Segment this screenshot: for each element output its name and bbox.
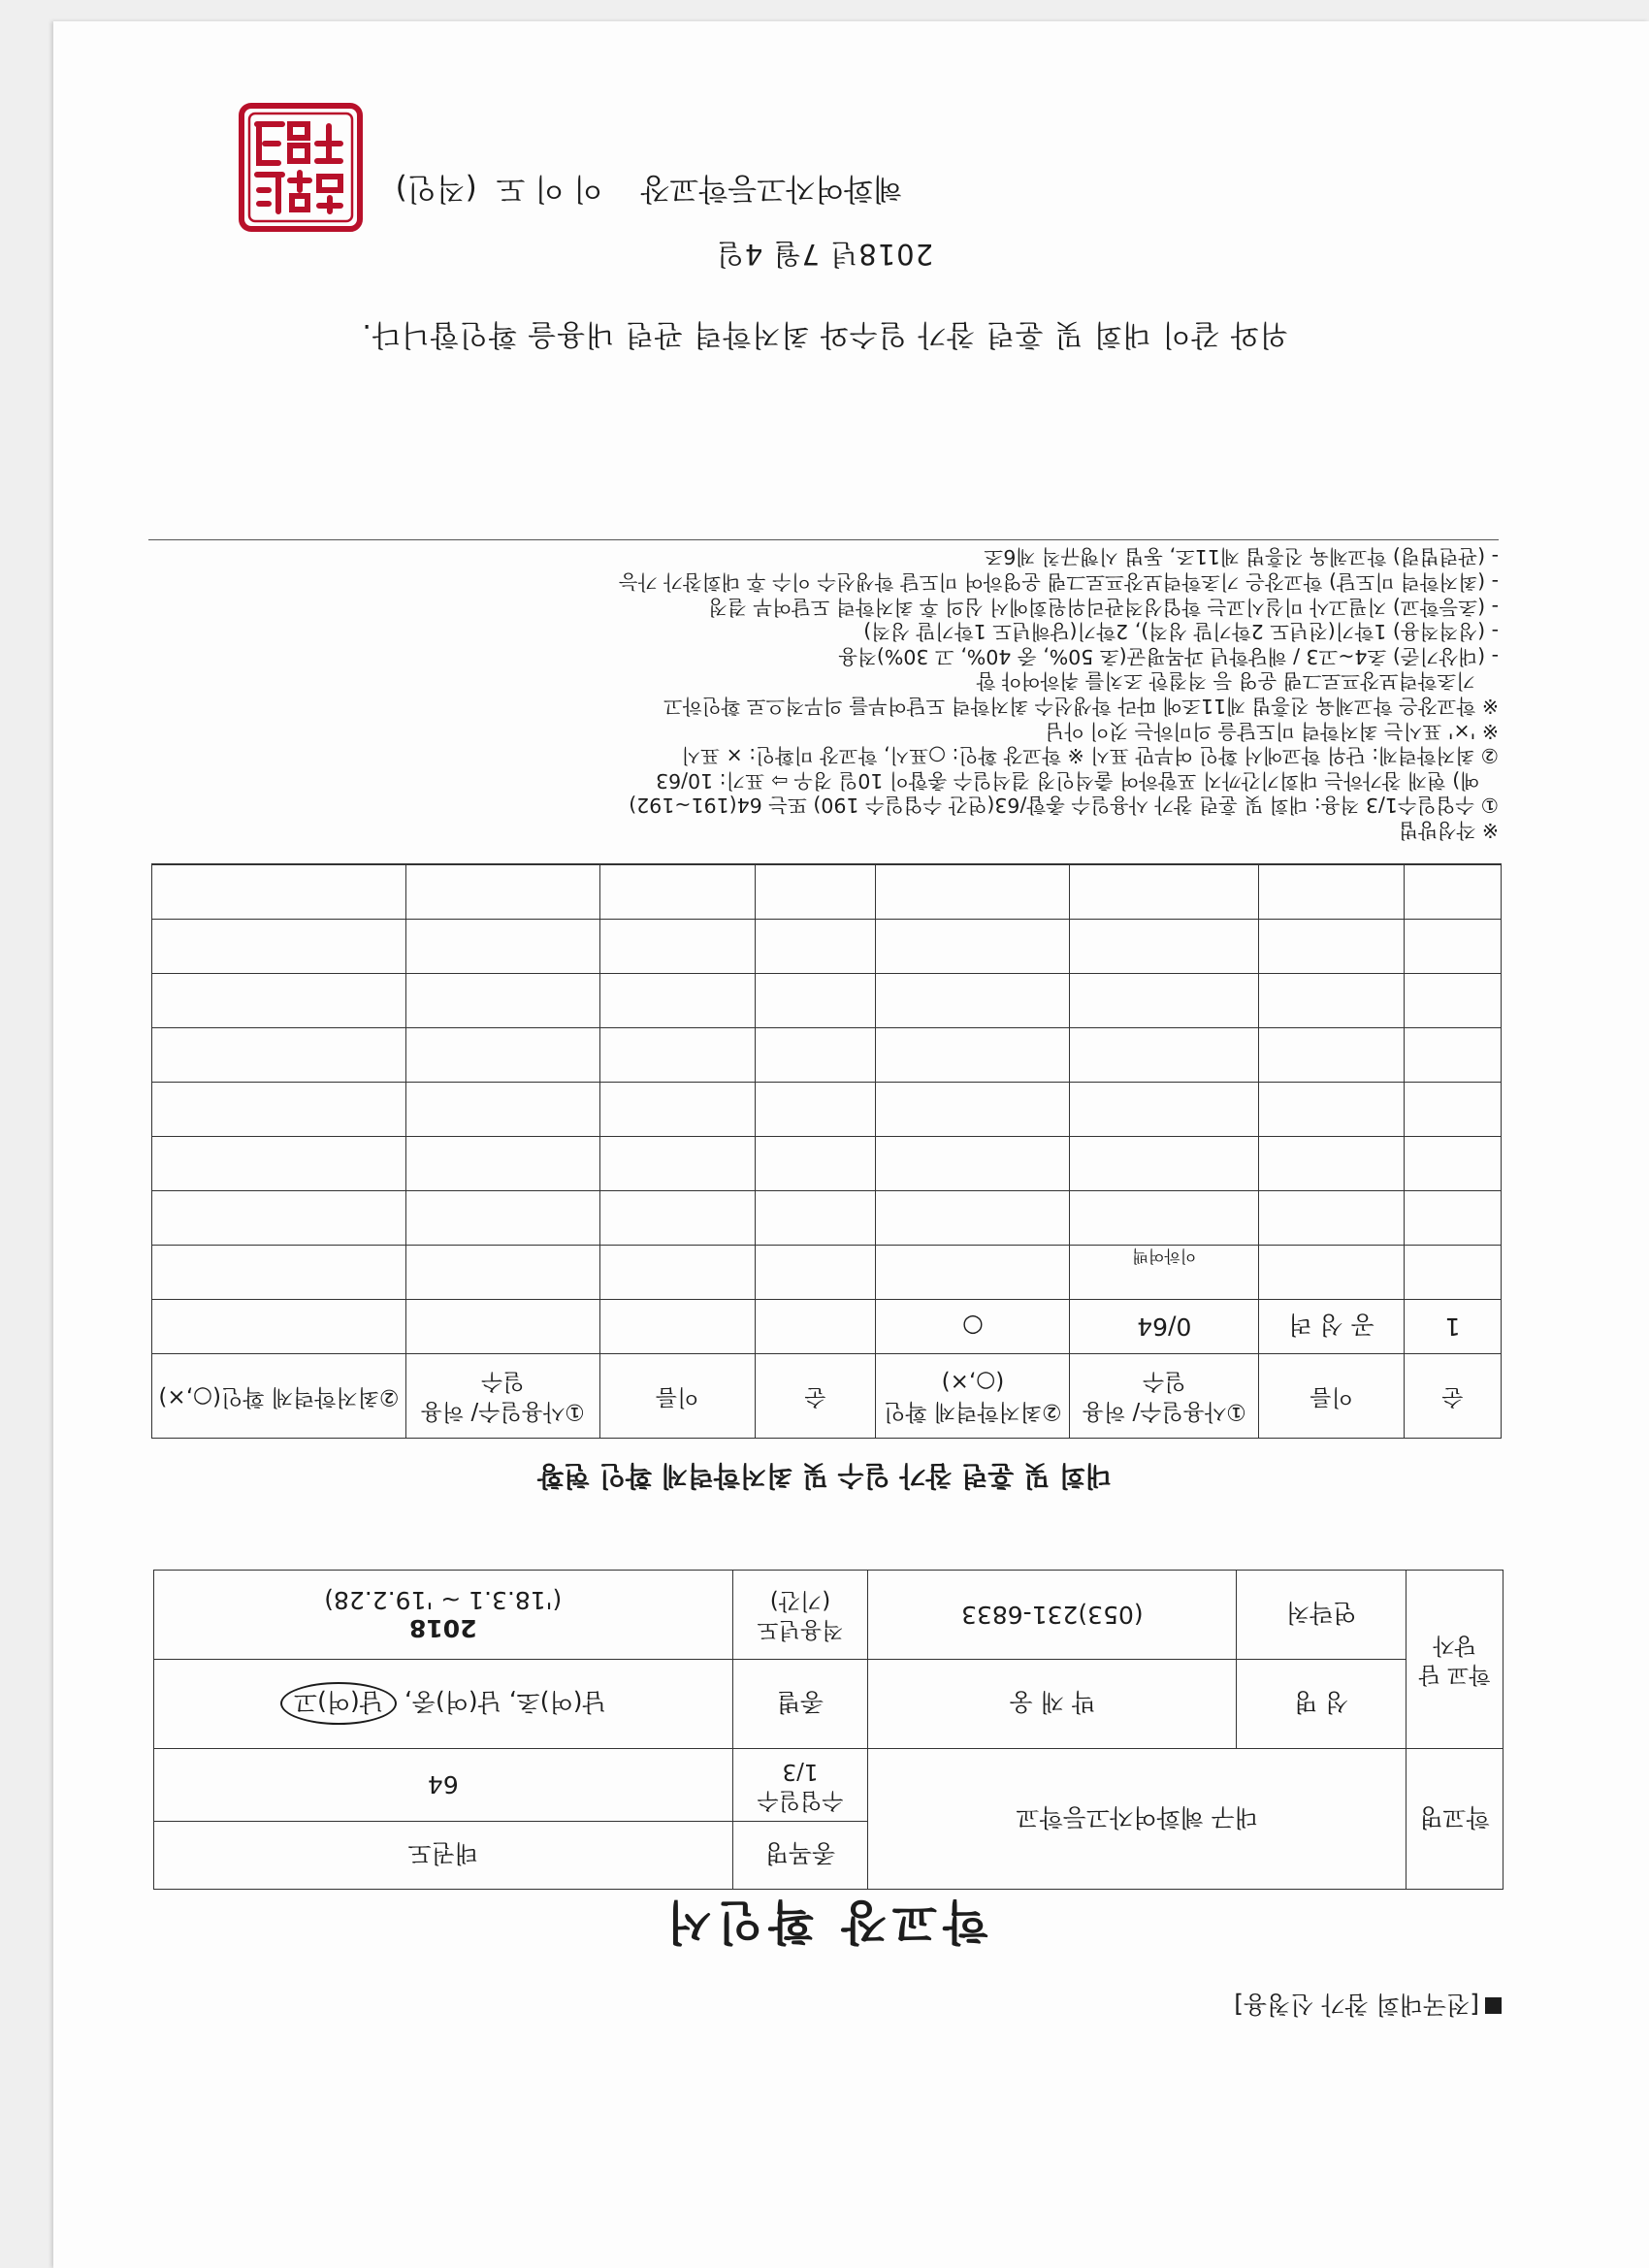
header-min-2: ②최저학력제 확인(○,×) (152, 1354, 406, 1439)
header-name-1: 이름 (1259, 1354, 1405, 1439)
square-bullet-icon (1485, 1998, 1502, 2015)
row-name: 공 성 려 (1259, 1300, 1405, 1354)
instructions-heading: ※ 작성방법 (1399, 819, 1499, 842)
contact-label: 학교 담당자 (1406, 1571, 1504, 1749)
ratio-label: 수업일수 1/3 (732, 1749, 868, 1822)
instruction-line: ① 수업일수1/3 적용: 대회 및 훈련 참가 사용일수 총합/63(연간 수업일수 190) 또는 64(191~192) (629, 794, 1499, 818)
instructions (141, 534, 1499, 842)
ratio-value: 64 (154, 1749, 733, 1822)
table-row (152, 1246, 1502, 1300)
header-days-2: ①사용일수/ 허용일수 (405, 1354, 599, 1439)
header-days-1: ①사용일수/ 허용일수 (1070, 1354, 1259, 1439)
instruction-line: - (초등학교) 지필고사 미실시교는 학업성적관리위원회에서 심의 후 최저학력 도달여부 결정 (708, 595, 1499, 619)
seal-mark: (직인) (395, 171, 477, 206)
header-min-1: ②최저학력제 확인(○,×) (876, 1354, 1070, 1439)
school-name: 대구 혜화여자고등학교 (868, 1749, 1406, 1890)
blank-below-note: 이하여백 (1070, 1246, 1259, 1300)
issue-date: 2018년 7월 4일 (715, 238, 934, 271)
school-name-label: 학교명 (1406, 1749, 1504, 1890)
instruction-line: 기초학력보장프로그램 운영 등 적절한 조치를 취하여야 함 (976, 669, 1475, 694)
instruction-line: ※ '×' 표시는 최저학력 미도달을 의미하는 것이 아님 (1045, 719, 1499, 743)
year-cell (154, 1571, 733, 1660)
table-title: 대회 및 훈련 참가 일수 및 최저학력제 확인 현황 (537, 1460, 1112, 1492)
header-name-2: 이름 (599, 1354, 755, 1439)
instruction-line: ② 최저학력제: 단위 학교에서 확인 여부만 표시 ※ 학교장 확인: ○표시, 학교장 미확인: × 표시 (681, 744, 1499, 768)
divider (148, 539, 1499, 540)
document-title: 학교장 확인서 (661, 1895, 988, 1949)
signer-name: 이 이 도 (496, 171, 603, 206)
school-info-table (153, 1570, 1504, 1890)
instruction-line: ※ 학교장은 학교체육 진흥법 제11조에 따라 학생선수 최저학력 도달여부를 의무적으로 확인하고 (663, 695, 1499, 719)
year-label: 적용년도 (기간) (732, 1571, 868, 1660)
phone-label: 연락처 (1237, 1571, 1406, 1660)
table-header-row (152, 1354, 1502, 1439)
row-days: 0/64 (1070, 1300, 1259, 1354)
level-options: 남(여)초, 남(여)중, (396, 1688, 606, 1717)
year-value: 2018 (408, 1614, 477, 1643)
official-seal-icon (238, 102, 364, 233)
sport-value: 태권도 (154, 1822, 733, 1890)
table-row (152, 1300, 1502, 1354)
instruction-line: - (관련법령) 학교체육 진흥법 제11조, 동법 시행규칙 제6조 (984, 545, 1499, 569)
form-tag-label: [전국대회 참가 신청용] (1234, 1991, 1479, 2019)
phone-value: (053)231-6833 (868, 1571, 1237, 1660)
sport-label: 종목명 (732, 1822, 868, 1890)
contact-name: 박 재 웅 (868, 1660, 1237, 1749)
header-no-1: 순 (1405, 1354, 1502, 1439)
level-selected: 남(여)고 (280, 1683, 397, 1726)
form-tag (1234, 1989, 1502, 2024)
row-no: 1 (1405, 1300, 1502, 1354)
name-label: 성 명 (1237, 1660, 1406, 1749)
signature-line (396, 170, 902, 213)
instruction-line: 예) 현재 참가하는 대회기간까지 포함하여 출석인정 결석일수 총합이 10일 경우 ⇨ 표기: 10/63 (656, 768, 1479, 793)
instruction-line: - (최저학력 미도달) 학교장은 기초학력보장프로그램 운영하여 미도달 학생선수 이수 후 대회참가 가능 (619, 570, 1499, 595)
signer-school: 혜화여자고등학교장 (640, 171, 902, 206)
confirmation-text: 위와 같이 대회 및 훈련 참가 일수와 최저학력 관련 내용을 확인합니다. (361, 317, 1288, 351)
instruction-line: - (성적적용) 1학기(전년도 2학기말 성적), 2학기(당해년도 1학기말 성적) (863, 620, 1499, 644)
instruction-line: - (대상기준) 초4~고3 / 해당학년 과목평균(초 50%, 중 40%, 고 30%)적용 (838, 644, 1499, 668)
header-no-2: 순 (755, 1354, 876, 1439)
level-value (154, 1660, 733, 1749)
period-value: ('18.3.1 ~ '19.2.28) (324, 1586, 563, 1615)
level-label: 종별 (732, 1660, 868, 1749)
row-min: ○ (876, 1300, 1070, 1354)
participation-table (151, 863, 1502, 1439)
